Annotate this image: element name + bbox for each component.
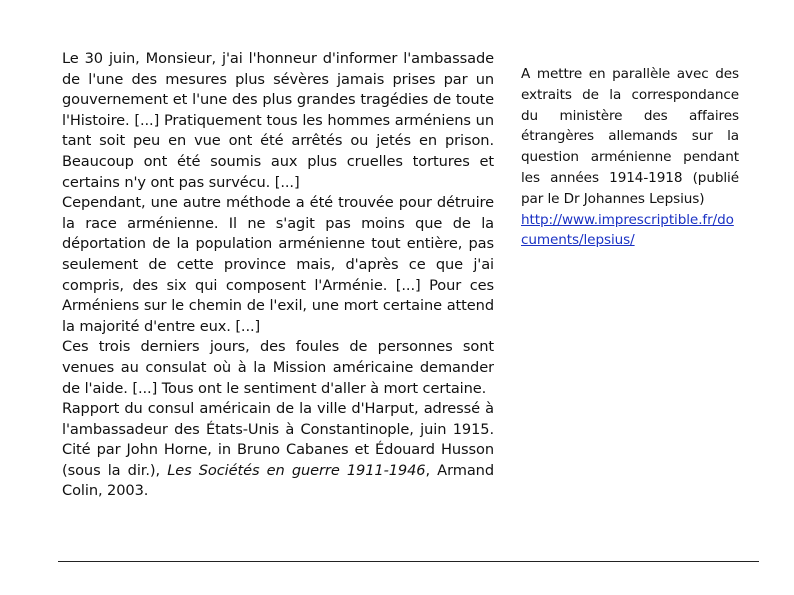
side-note bbox=[521, 64, 739, 251]
quote-paragraph-3: Ces trois derniers jours, des foules de personnes sont venues au consulat où à la Mission américaine demander de l'aide. [...] Tous ont le sentiment d'aller à mort certaine. bbox=[62, 338, 494, 397]
quote-paragraph-1: Le 30 juin, Monsieur, j'ai l'honneur d'informer l'ambassade de l'une des mesures plus sévères jamais prises par un gouvernement et l'une des plus grandes tragédies de toute l'Histoire. [...] Pratiquement tous les hommes arméniens un tant soit peu en vue ont été arrêtés ou jetés en prison. Beaucoup ont été soumis aux plus cruelles tortures et certains n'y ont pas survécu. [...] bbox=[62, 50, 494, 191]
quote-paragraph-2: Cependant, une autre méthode a été trouvée pour détruire la race arménienne. Il ne s'agit pas moins que de la déportation de la population arménienne tout entière, pas seulement de cette province mais, d'après ce que j'ai compris, des six qui composent l'Arménie. [...] Pour ces Arméniens sur le chemin de l'exil, une mort certaine attend la majorité d'entre eux. [...] bbox=[62, 194, 494, 335]
main-quote-text bbox=[62, 49, 494, 563]
source-citation-post: , Armand Colin, 2003. bbox=[62, 461, 494, 500]
lepsius-link[interactable]: http://www.imprescriptible.fr/documents/lepsius/ bbox=[521, 211, 734, 249]
side-note-text: A mettre en parallèle avec des extraits de la correspondance du ministère des affaires étrangères allemands sur la question arménienne pendant les années 1914-1918 (publié par le Dr Johannes Lepsius) bbox=[521, 66, 739, 207]
source-citation-pre: Rapport du consul américain de la ville d'Harput, adressé à l'ambassadeur des États-Unis à Constantinople, juin 1915. Cité par John Horne, in Bruno Cabanes et Édouard Husson (sous la dir.), bbox=[62, 400, 494, 479]
footer-divider bbox=[58, 561, 759, 562]
source-citation bbox=[62, 399, 494, 502]
source-book-title: Les Sociétés en guerre 1911-1946 bbox=[167, 461, 426, 479]
